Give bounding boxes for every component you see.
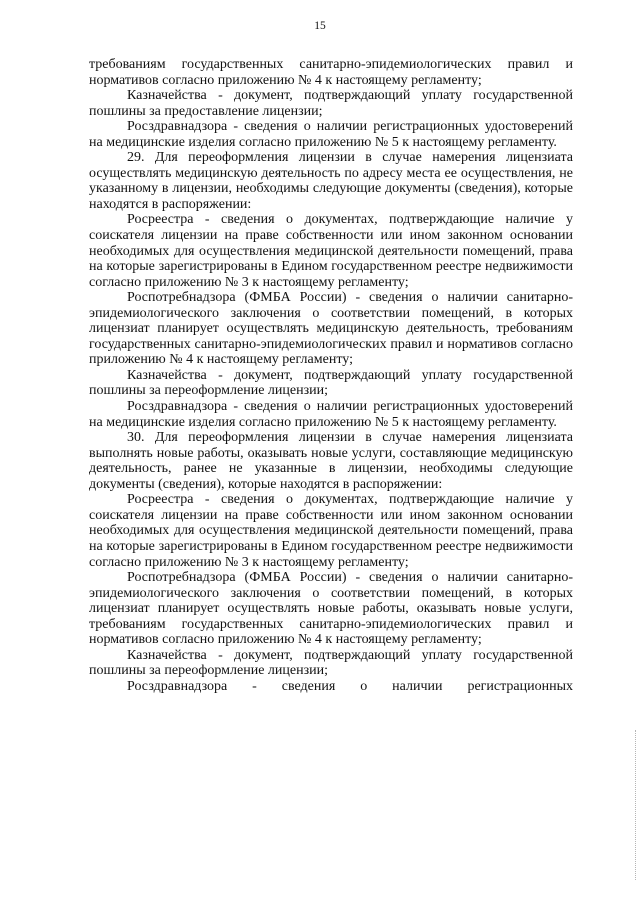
paragraph-7: Казначейства - документ, подтверждающий уплату государственной пошлины за переоформление лицензии; [89, 367, 573, 399]
paragraph-2: Казначейства - документ, подтверждающий уплату государственной пошлины за предоставление лицензии; [89, 88, 573, 119]
paragraph-5: Росреестра - сведения о документах, подтверждающие наличие у соискателя лицензии на праве собственности или ином законном основании необходимых для осуществления медицинской деятельности помещений, права на которые зарегистрированы в Едином государственном реестре недвижимости согласно приложению № 3 к настоящему регламенту; [89, 212, 573, 290]
document-body [89, 57, 573, 694]
paragraph-4: 29. Для переоформления лицензии в случае намерения лицензиата осуществлять медицинскую деятельность по адресу места ее осуществления, не указанному в лицензии, необходимы следующие документы (сведения), которые находятся в распоряжении: [89, 150, 573, 212]
paragraph-11: Роспотребнадзора (ФМБА России) - сведения о наличии санитарно-эпидемиологического заключения о соответствии помещений, в которых лицензиат планирует осуществлять новые работы, оказывать новые услуги, требованиям государственных санитарно-эпидемиологических правил и нормативов согласно приложению № 4 к настоящему регламенту; [89, 570, 573, 648]
paragraph-13: Росздравнадзора - сведения о наличии регистрационных [127, 678, 573, 694]
paragraph-8: Росздравнадзора - сведения о наличии регистрационных удостоверений на медицинские изделия согласно приложению № 5 к настоящему регламенту. [89, 399, 573, 430]
page-number: 15 [314, 20, 326, 32]
paragraph-6: Роспотребнадзора (ФМБА России) - сведения о наличии санитарно-эпидемиологического заключения о соответствии помещений, в которых лицензиат планирует осуществлять медицинскую деятельность, требованиям государственных санитарно-эпидемиологических правил и нормативов согласно приложению № 4 к настоящему регламенту; [89, 290, 573, 368]
paragraph-12: Казначейства - документ, подтверждающий уплату государственной пошлины за переоформление лицензии; [89, 647, 573, 679]
paragraph-10: Росреестра - сведения о документах, подтверждающие наличие у соискателя лицензии на праве собственности или ином законном основании необходимых для осуществления медицинской деятельности помещений, права на которые зарегистрированы в Едином государственном реестре недвижимости согласно приложению № 3 к настоящему регламенту; [89, 492, 573, 570]
paragraph-3: Росздравнадзора - сведения о наличии регистрационных удостоверений на медицинские изделия согласно приложению № 5 к настоящему регламенту. [89, 119, 573, 150]
scan-edge-mark [635, 730, 637, 880]
paragraph-9: 30. Для переоформления лицензии в случае намерения лицензиата выполнять новые работы, оказывать новые услуги, составляющие медицинскую деятельность, ранее не указанные в лицензии, необходимы следующие документы (сведения), которые находятся в распоряжении: [89, 430, 573, 492]
paragraph-1: требованиям государственных санитарно-эпидемиологических правил и нормативов согласно приложению № 4 к настоящему регламенту; [89, 57, 573, 88]
